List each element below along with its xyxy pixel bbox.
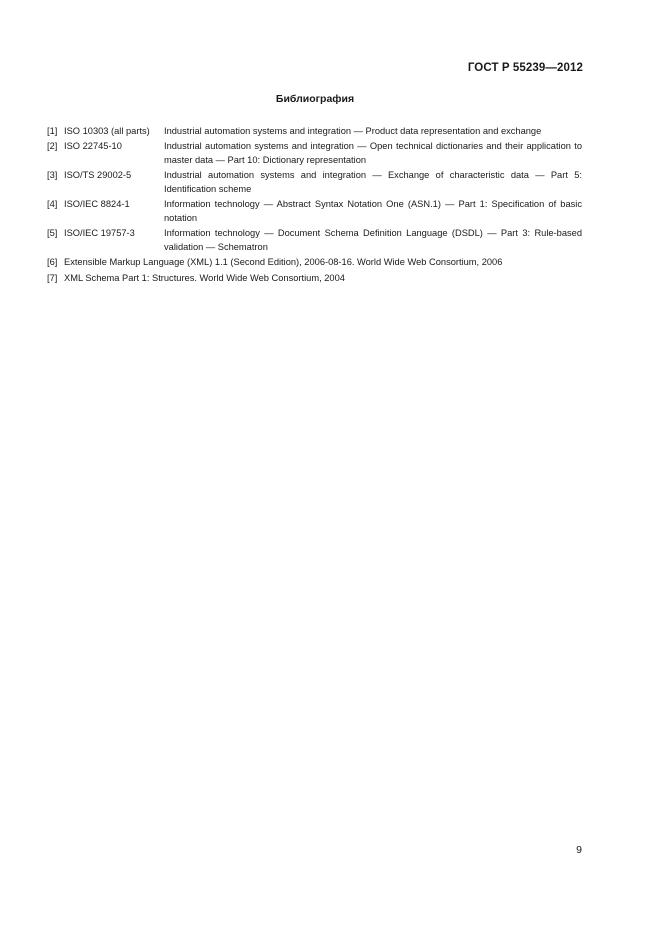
bibliography-list [47,125,582,287]
entry-reference: ISO 22745-10 [64,141,122,152]
page-number: 9 [576,844,582,856]
entry-number: [4] [47,199,58,210]
bibliography-entry [47,169,582,196]
entry-description: Industrial automation systems and integration — Open technical dictionaries and their application to master data — Part 10: Dictionary representation [164,141,582,165]
entry-description: Information technology — Abstract Syntax Notation One (ASN.1) — Part 1: Specification of basic notation [164,199,582,223]
entry-reference: ISO 10303 (all parts) [64,126,150,136]
entry-reference: ISO/TS 29002-5 [64,170,132,181]
bibliography-heading: Библиография [275,93,355,105]
bibliography-entry [47,140,582,167]
bibliography-entry [47,198,582,225]
entry-description: Information technology — Document Schema Definition Language (DSDL) — Part 3: Rule-based validation — Schematron [164,228,582,252]
entry-number: [2] [47,141,58,152]
bibliography-entry [47,125,582,139]
entry-number: [6] [47,257,58,268]
document-code: ГОСТ Р 55239—2012 [467,62,583,74]
entry-number: [3] [47,170,58,181]
entry-number: [7] [47,272,58,283]
entry-reference: ISO/IEC 8824-1 [64,199,130,210]
entry-number: [1] [47,126,58,136]
bibliography-entry [47,227,582,254]
bibliography-entry [47,272,582,286]
entry-description: XML Schema Part 1: Structures. World Wide Web Consortium, 2004 [64,272,345,283]
entry-reference: ISO/IEC 19757-3 [64,228,135,239]
entry-description: Industrial automation systems and integration — Product data representation and exchange [164,126,542,136]
bibliography-entry [47,256,582,270]
entry-description: Industrial automation systems and integration — Exchange of characteristic data — Part 5: Identification scheme [164,170,582,194]
entry-number: [5] [47,228,58,239]
entry-description: Extensible Markup Language (XML) 1.1 (Second Edition), 2006-08-16. World Wide Web Consortium, 2006 [64,257,503,268]
